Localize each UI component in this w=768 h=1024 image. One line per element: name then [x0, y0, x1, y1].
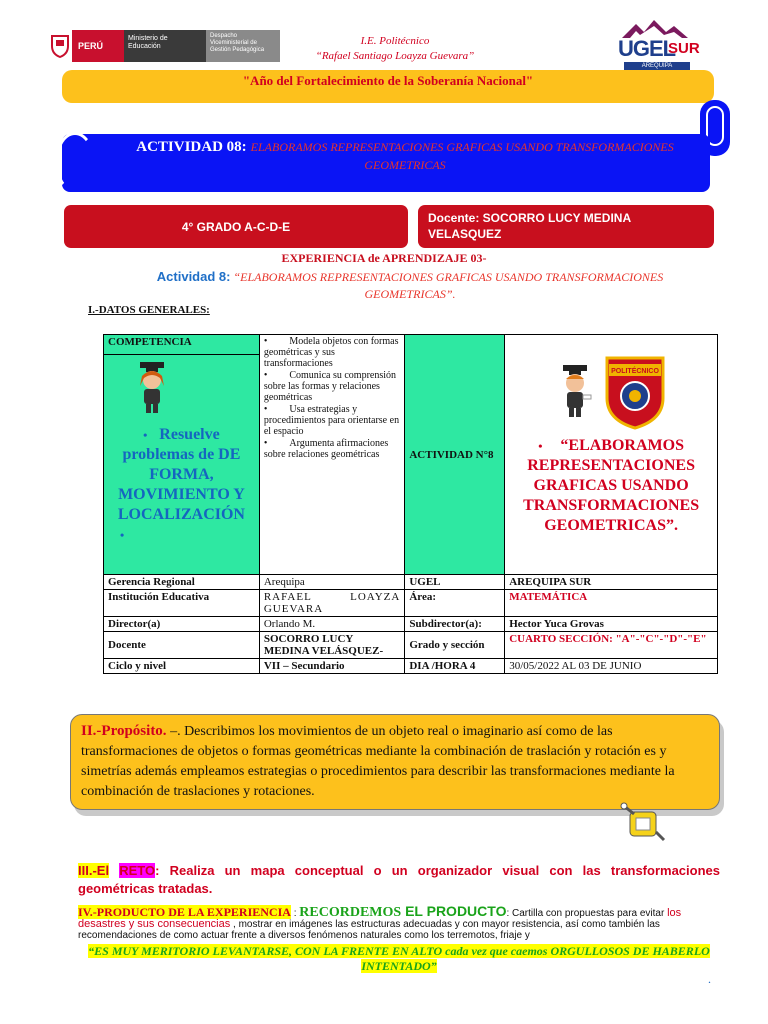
row-value: MATEMÁTICA	[505, 590, 718, 617]
reto-prefix: III.-El	[78, 863, 110, 878]
proposito-box	[70, 714, 720, 810]
capacidades-list	[264, 336, 401, 460]
activity-banner-title	[100, 138, 710, 174]
row-value: Hector Yuca Grovas	[505, 617, 718, 632]
producto-el-producto: EL PRODUCTO	[401, 903, 507, 919]
actividad-cell	[505, 335, 718, 575]
bullet-icon: •	[120, 528, 125, 542]
producto-text-2: , mostrar en imágenes las estructuras adecuadas y con mayor resistencia, así como también las recomendaciones de como actuar frente a diversos fenómenos naturales como los terremotos, friaje y	[78, 919, 660, 941]
row-label: DIA /HORA 4	[405, 659, 505, 674]
row-label: Gerencia Regional	[104, 575, 260, 590]
activity-banner-label: ACTIVIDAD 08:	[136, 139, 247, 155]
grade-box: 4° GRADO A-C-D-E	[64, 205, 408, 248]
activity-line-label: Actividad 8:	[156, 269, 231, 284]
ministry-label: Ministerio de Educación	[124, 30, 206, 62]
proposito-text: –. Describimos los movimientos de un objeto real o imaginario así como de las transformaciones de objetos o formas geométricas mediante la combinación de traslación y rotación es y simetrías además empleamos estrategias o procedimientos para describir las transformaciones mediante la combinación de traslaciones y rotaciones.	[81, 724, 675, 799]
row-label: UGEL	[405, 575, 505, 590]
bullet-icon: •	[538, 439, 543, 453]
producto-red-text: los desastres y sus consecuencias	[78, 907, 682, 930]
teacher-box: Docente: SOCORRO LUCY MEDINA VELASQUEZ	[418, 205, 714, 248]
competencia-block	[108, 425, 255, 545]
row-label: Director(a)	[104, 617, 260, 632]
pointing-hand-icon	[620, 802, 668, 844]
capacidad-item: • Modela objetos con formas geométricas y sus transformaciones	[264, 336, 401, 369]
office-label: Despacho Viceministerial de Gestión Pedagógica	[206, 30, 280, 62]
reto-text	[78, 862, 720, 898]
competencia-cell	[104, 355, 260, 575]
row-label: Institución Educativa	[104, 590, 260, 617]
producto-separator: :	[290, 908, 300, 919]
row-label: Ciclo y nivel	[104, 659, 260, 674]
producto-text-1: : Cartilla con propuestas para evitar	[506, 908, 668, 919]
activity-banner-description: ELABORAMOS REPRESENTACIONES GRAFICAS USANDO TRANSFORMACIONES GEOMETRICAS	[250, 140, 674, 172]
graduate-kid-icon	[555, 363, 595, 419]
school-line-2: “Rafael Santiago Loayza Guevara”	[315, 50, 475, 62]
capacidad-item: • Argumenta afirmaciones sobre relaciones geométricas	[264, 438, 401, 460]
producto-text	[78, 903, 720, 941]
ugel-text: UGEL	[618, 36, 676, 61]
school-line-1: I.E. Politécnico	[360, 35, 430, 47]
actividad-label: ACTIVIDAD N°8	[405, 335, 505, 575]
peru-label: PERÚ	[72, 30, 124, 62]
minedu-logo	[48, 30, 280, 62]
reto-word: RETO	[119, 863, 156, 878]
experience-title: EXPERIENCIA de APRENDIZAJE 03-	[281, 251, 487, 265]
reto-body: : Realiza un mapa conceptual o un organizador visual con las transformaciones geométricas tratadas.	[78, 863, 720, 896]
row-label: Subdirector(a):	[405, 617, 505, 632]
motivational-quote	[78, 944, 720, 974]
ugel-logo	[612, 18, 700, 70]
general-data-table	[103, 334, 718, 674]
ugel-region-text: SUR	[668, 40, 700, 57]
year-banner: "Año del Fortalecimiento de la Soberanía Nacional"	[62, 70, 714, 103]
scroll-curl-left	[55, 132, 95, 192]
proposito-label: II.-Propósito.	[81, 723, 167, 739]
row-label: Área:	[405, 590, 505, 617]
actividad-text: “ELABORAMOS REPRESENTACIONES GRAFICAS USANDO TRANSFORMACIONES GEOMETRICAS”.	[523, 437, 700, 534]
competencia-label: COMPETENCIA	[104, 335, 260, 355]
bullet-icon: •	[143, 428, 148, 442]
school-title	[290, 34, 500, 64]
row-value: CUARTO SECCIÓN: "A"-"C"-"D"-"E"	[505, 632, 718, 659]
producto-recordemos: RECORDEMOS	[299, 905, 402, 920]
row-label: Grado y sección	[405, 632, 505, 659]
capacidad-item: • Usa estrategias y procedimientos para orientarse en el espacio	[264, 404, 401, 437]
actividad-images	[509, 346, 713, 436]
politecnico-crest-icon	[603, 352, 667, 430]
datos-generales-title: I.-DATOS GENERALES:	[88, 304, 210, 316]
row-value: SOCORRO LUCY MEDINA VELÁSQUEZ-	[259, 632, 405, 659]
row-value: AREQUIPA SUR	[505, 575, 718, 590]
row-value: Arequipa	[259, 575, 405, 590]
row-value: Orlando M.	[259, 617, 405, 632]
peru-shield-icon	[48, 30, 72, 62]
capacidades-cell	[259, 335, 405, 575]
row-value: VII – Secundario	[259, 659, 405, 674]
row-value: 30/05/2022 AL 03 DE JUNIO	[505, 659, 718, 674]
crest-text: POLITÉCNICO	[611, 368, 660, 375]
row-value: RAFAEL LOAYZA GUEVARA	[259, 590, 405, 617]
ugel-city-text: AREQUIPA	[624, 62, 690, 70]
activity-line-description: “ELABORAMOS REPRESENTACIONES GRAFICAS USANDO TRANSFORMACIONES GEOMETRICAS”.	[233, 270, 664, 301]
girl-student-icon	[130, 360, 174, 414]
producto-label: IV.-PRODUCTO DE LA EXPERIENCIA	[78, 905, 291, 919]
row-label: Docente	[104, 632, 260, 659]
quote-text: “ES MUY MERITORIO LEVANTARSE, CON LA FRENTE EN ALTO cada vez que caemos ORGULLOSOS DE HABERLO INTENTADO”	[88, 944, 710, 973]
activity-line	[110, 268, 710, 303]
actividad-text-block	[509, 436, 713, 536]
competencia-text: Resuelve problemas de DE FORMA, MOVIMIENTO Y LOCALIZACIÓN	[117, 426, 245, 523]
dot-icon: .	[708, 972, 711, 986]
capacidad-item: • Comunica su comprensión sobre las formas y relaciones geométricas	[264, 370, 401, 403]
